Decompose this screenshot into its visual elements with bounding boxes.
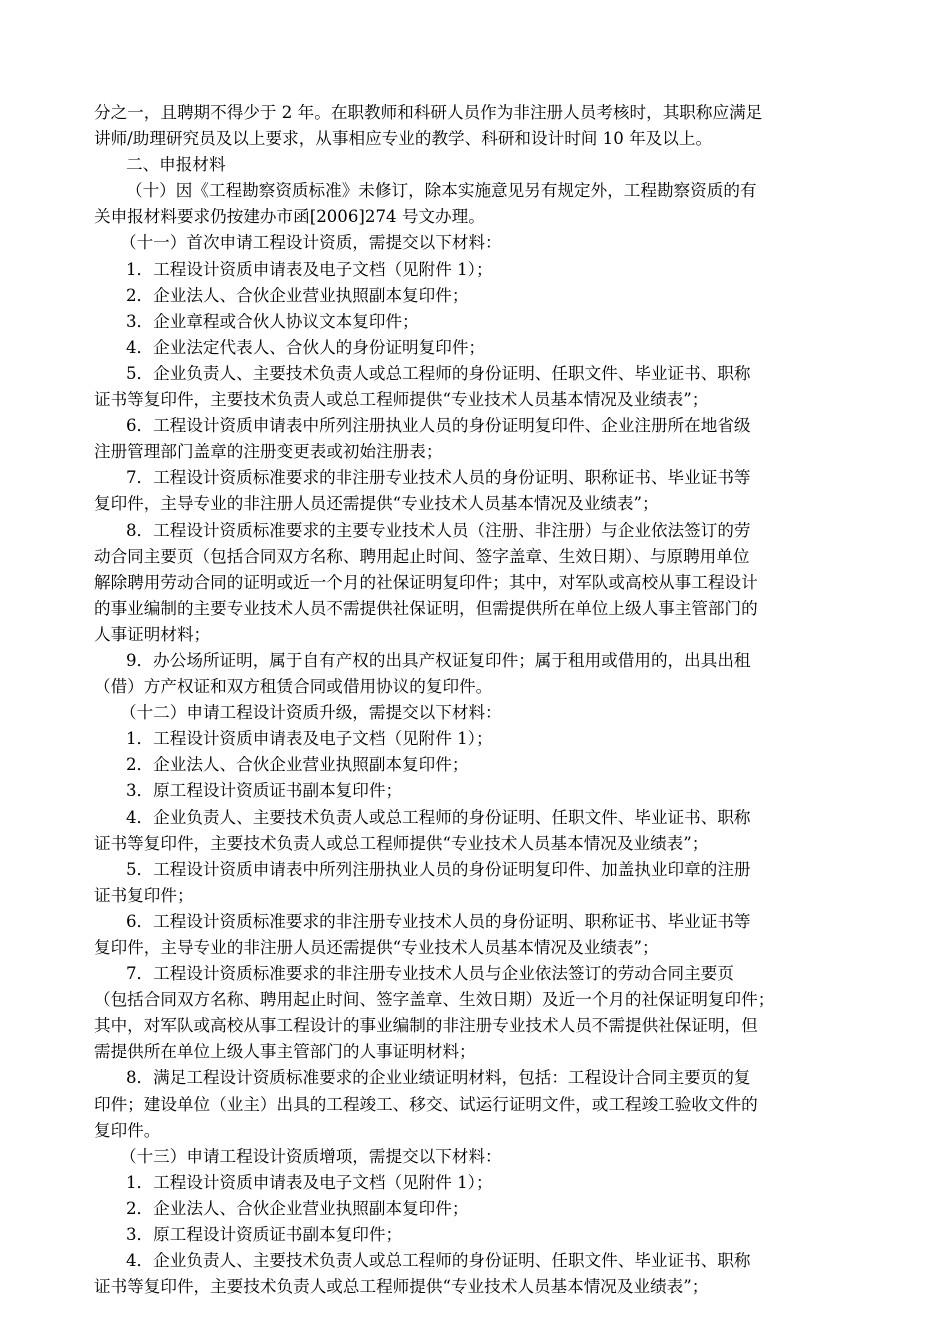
text-line: （十一）首次申请工程设计资质，需提交以下材料： [120,233,502,253]
text-line: 动合同主要页（包括合同双方名称、聘用起止时间、签字盖章、生效日期）、与原聘用单位 [94,546,750,566]
text-line: 4．企业负责人、主要技术负责人或总工程师的身份证明、任职文件、毕业证书、职称 [126,807,751,827]
text-line: 讲师/助理研究员及以上要求，从事相应专业的教学、科研和设计时间 10 年及以上。 [94,129,713,149]
text-line: 1．工程设计资质申请表及电子文档（见附件 1）； [126,259,493,279]
text-line: 9．办公场所证明，属于自有产权的出具产权证复印件；属于租用或借用的，出具出租 [126,650,751,670]
text-line: （十二）申请工程设计资质升级，需提交以下材料： [120,703,502,723]
text-line: 7．工程设计资质标准要求的非注册专业技术人员与企业依法签订的劳动合同主要页 [126,964,734,984]
text-line: 3．原工程设计资质证书副本复印件； [126,781,403,801]
text-line: 8．工程设计资质标准要求的主要专业技术人员（注册、非注册）与企业依法签订的劳 [126,520,751,540]
text-line: （借）方产权证和双方租赁合同或借用协议的复印件。 [94,677,493,697]
text-line: （十三）申请工程设计资质增项，需提交以下材料： [120,1146,502,1166]
text-line: 关申报材料要求仍按建办市函[2006]274 号文办理。 [94,207,485,227]
text-line: 5．工程设计资质申请表中所列注册执业人员的身份证明复印件、加盖执业印章的注册 [126,859,751,879]
text-line: 注册管理部门盖章的注册变更表或初始注册表； [94,442,443,462]
text-line: 解除聘用劳动合同的证明或近一个月的社保证明复印件；其中，对军队或高校从事工程设计 [94,572,758,592]
text-line: 3．企业章程或合伙人协议文本复印件； [126,311,419,331]
text-line: 复印件，主导专业的非注册人员还需提供“专业技术人员基本情况及业绩表”； [94,938,659,957]
text-line: 需提供所在单位上级人事主管部门的人事证明材料； [94,1042,476,1062]
text-line: 7．工程设计资质标准要求的非注册专业技术人员的身份证明、职称证书、毕业证书等 [126,468,751,488]
text-line: 2．企业法人、合伙企业营业执照副本复印件； [126,1198,469,1218]
text-line: 8．满足工程设计资质标准要求的企业业绩证明材料，包括：工程设计合同主要页的复 [126,1068,751,1088]
text-line: 4．企业法定代表人、合伙人的身份证明复印件； [126,337,486,357]
text-line: 人事证明材料； [94,624,211,644]
text-line: （十）因《工程勘察资质标准》未修订，除本实施意见另有规定外，工程勘察资质的有 [126,181,757,201]
text-line: 证书复印件； [94,885,194,905]
text-line: 其中，对军队或高校从事工程设计的事业编制的非注册专业技术人员不需提供社保证明，但 [94,1016,758,1036]
text-line: 二、申报材料 [126,155,226,175]
text-line: 复印件，主导专业的非注册人员还需提供“专业技术人员基本情况及业绩表”； [94,494,659,514]
text-line: 1．工程设计资质申请表及电子文档（见附件 1）； [126,729,493,749]
text-line: 6．工程设计资质申请表中所列注册执业人员的身份证明复印件、企业注册所在地省级 [126,416,751,436]
text-line: 复印件。 [94,1120,161,1140]
text-line: 1．工程设计资质申请表及电子文档（见附件 1）； [126,1172,493,1192]
text-line: 证书等复印件，主要技术负责人或总工程师提供“专业技术人员基本情况及业绩表”； [94,1277,709,1297]
text-line: 证书等复印件，主要技术负责人或总工程师提供“专业技术人员基本情况及业绩表”； [94,390,709,410]
text-line: 分之一，且聘期不得少于 2 年。在职教师和科研人员作为非注册人员考核时，其职称应满足 [94,103,763,122]
text-line: 6．工程设计资质标准要求的非注册专业技术人员的身份证明、职称证书、毕业证书等 [126,911,751,931]
text-line: 4．企业负责人、主要技术负责人或总工程师的身份证明、任职文件、毕业证书、职称 [126,1251,751,1271]
text-line: （包括合同双方名称、聘用起止时间、签字盖章、生效日期）及近一个月的社保证明复印件； [94,990,775,1010]
text-line: 2．企业法人、合伙企业营业执照副本复印件； [126,285,469,305]
text-line: 的事业编制的主要专业技术人员不需提供社保证明，但需提供所在单位上级人事主管部门的 [94,598,758,618]
text-line: 5．企业负责人、主要技术负责人或总工程师的身份证明、任职文件、毕业证书、职称 [126,363,751,383]
text-line: 2．企业法人、合伙企业营业执照副本复印件； [126,755,469,775]
text-line: 证书等复印件，主要技术负责人或总工程师提供“专业技术人员基本情况及业绩表”； [94,833,709,853]
document-body [94,100,862,1300]
text-line: 3．原工程设计资质证书副本复印件； [126,1225,403,1245]
text-line: 印件；建设单位（业主）出具的工程竣工、移交、试运行证明文件，或工程竣工验收文件的 [94,1094,758,1114]
